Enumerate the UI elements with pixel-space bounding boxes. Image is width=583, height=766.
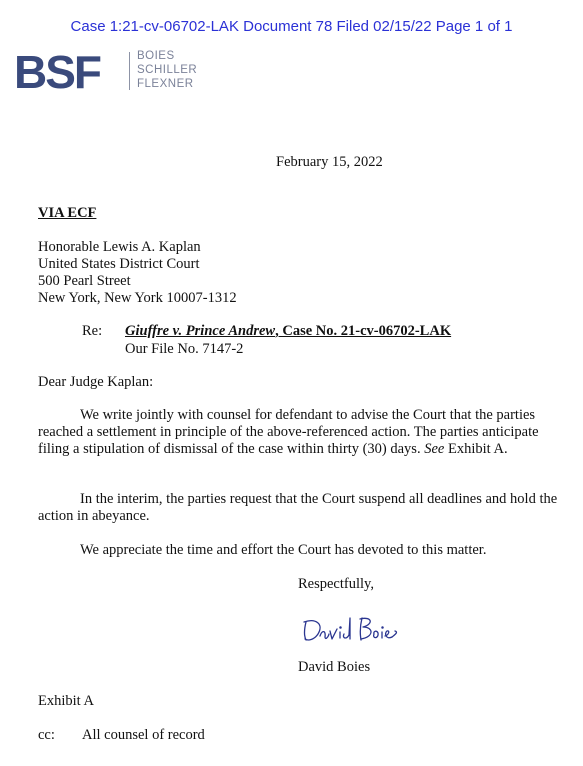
bsf-logo-mark bbox=[14, 48, 126, 94]
paragraph-1 bbox=[38, 407, 563, 458]
addressee-line-4: New York, New York 10007-1312 bbox=[38, 290, 237, 306]
firm-name-line-3: FLEXNER bbox=[137, 78, 194, 90]
paragraph-3 bbox=[38, 542, 563, 559]
paragraph-1-end: Exhibit A. bbox=[444, 441, 508, 457]
signer-name: David Boies bbox=[298, 659, 371, 675]
firm-name bbox=[137, 49, 197, 91]
addressee-line-3: 500 Pearl Street bbox=[38, 273, 131, 289]
firm-name-line-1: BOIES bbox=[137, 50, 175, 62]
paragraph-2 bbox=[38, 491, 563, 525]
addressee-line-1: Honorable Lewis A. Kaplan bbox=[38, 239, 201, 255]
cc-label: cc: bbox=[38, 727, 55, 743]
addressee-line-2: United States District Court bbox=[38, 256, 200, 272]
cc-recipients: All counsel of record bbox=[82, 727, 205, 743]
case-name: Giuffre v. Prince Andrew bbox=[125, 323, 276, 339]
paragraph-2-text: In the interim, the parties request that the Court suspend all deadlines and hold the action in abeyance. bbox=[38, 491, 558, 524]
court-filing-stamp: Case 1:21-cv-06702-LAK Document 78 Filed 02/15/22 Page 1 of 1 bbox=[70, 18, 513, 35]
file-number: Our File No. 7147-2 bbox=[125, 341, 244, 357]
firm-logo bbox=[14, 48, 204, 96]
letter-date: February 15, 2022 bbox=[276, 154, 383, 170]
enclosure-note: Exhibit A bbox=[38, 693, 94, 709]
re-label: Re: bbox=[82, 323, 103, 339]
handwritten-signature bbox=[300, 610, 400, 646]
logo-divider bbox=[129, 52, 130, 90]
bsf-logo-text: BSF bbox=[14, 48, 100, 94]
salutation: Dear Judge Kaplan: bbox=[38, 374, 154, 390]
re-case-line bbox=[125, 323, 451, 340]
see-signal: See bbox=[424, 441, 445, 457]
closing: Respectfully, bbox=[298, 576, 374, 592]
firm-name-line-2: SCHILLER bbox=[137, 64, 198, 76]
addressee-block bbox=[38, 239, 237, 307]
paragraph-3-text: We appreciate the time and effort the Court has devoted to this matter. bbox=[80, 542, 487, 558]
delivery-method: VIA ECF bbox=[38, 205, 97, 221]
case-number: , Case No. 21-cv-06702-LAK bbox=[275, 323, 452, 339]
paragraph-1-text: We write jointly with counsel for defendant to advise the Court that the parties reached a settlement in principle of the above-referenced action. The parties anticipate filing a stipulation of dismissal of the case within thirty (30) days. bbox=[38, 407, 539, 457]
